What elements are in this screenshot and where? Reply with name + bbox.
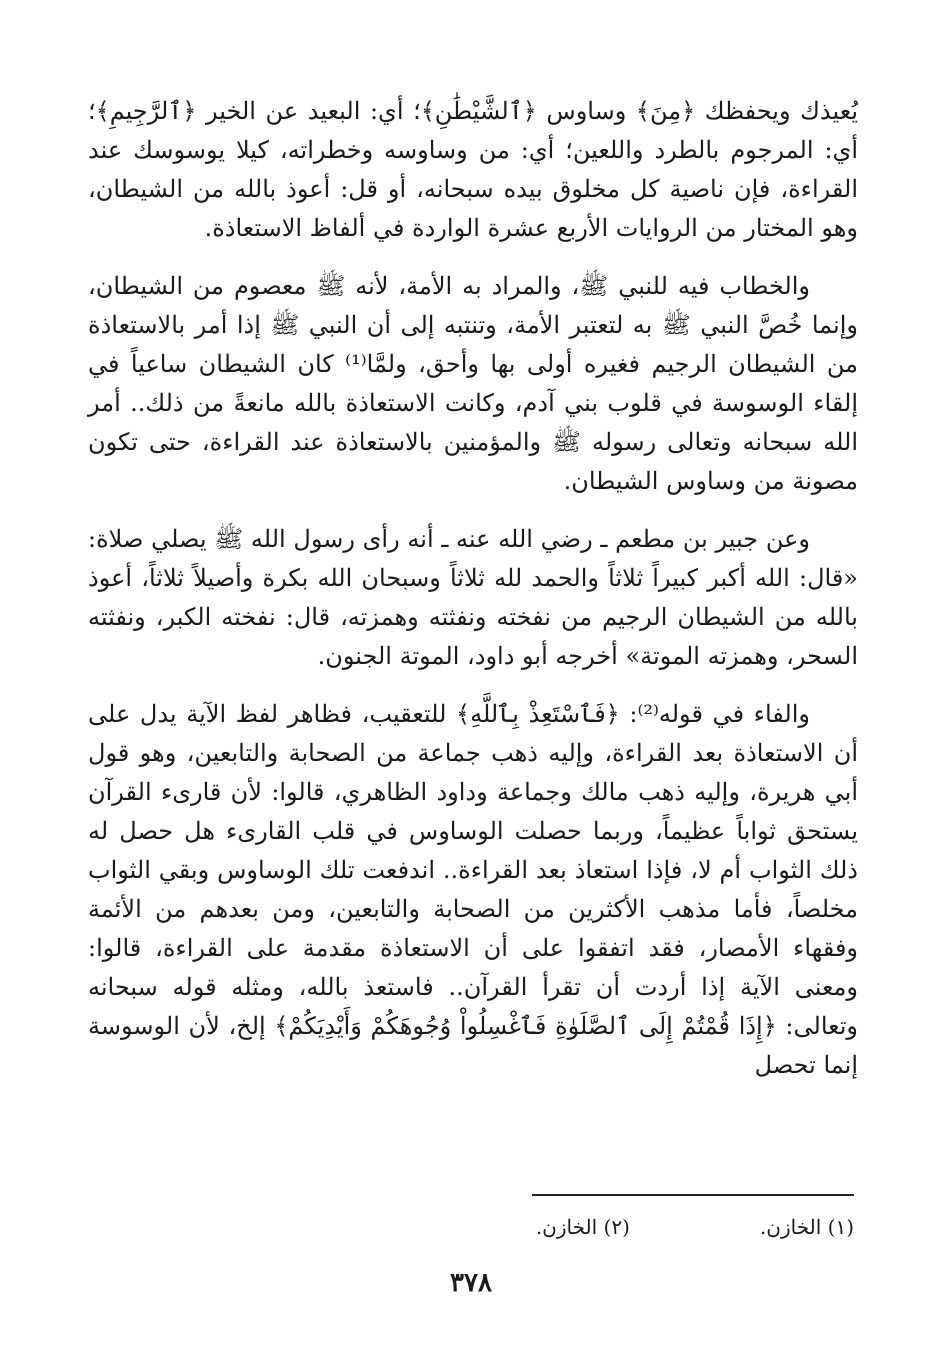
paragraph-4: والفاء في قوله⁽²⁾: ﴿فَٱسْتَعِذْ بِٱللَّهِ﴾ للتعقيب، فظاهر لفظ الآية يدل على أن الاستعاذة بعد القراءة، وإليه ذهب جماعة من الصحابة والتابعين، وهو قول أبي هريرة، وإليه ذهب مالك وجماعة وداود الظاهري، قالوا: لأن قارىء القرآن يستحق ثواباً عظيماً، وربما حصلت الوساوس في قلب القارىء هل حصل له ذلك الثواب أم لا، فإذا استعاذ بعد القراءة.. اندفعت تلك الوساوس وبقي الثواب مخلصاً، فأما مذهب الأكثرين من الصحابة والتابعين، ومن بعدهم من الأئمة وفقهاء الأمصار، فقد اتفقوا على أن الاستعاذة مقدمة على القراءة، قالوا: ومعنى الآية إذا أردت أن تقرأ القرآن.. فاستعذ بالله، ومثله قوله سبحانه وتعالى: ﴿إِذَا قُمْتُمْ إِلَى ٱلصَّلَوٰةِ فَٱغْسِلُواْ وُجُوهَكُمْ وَأَيْدِيَكُمْ﴾ إلخ، لأن الوسوسة إنما تحصل bbox=[88, 700, 858, 1079]
paragraph-2: والخطاب فيه للنبي ﷺ، والمراد به الأمة، لأنه ﷺ معصوم من الشيطان، وإنما خُصَّ النبي ﷺ به لتعتبر الأمة، وتنتبه إلى أن النبي ﷺ إذا أمر بالاستعاذة من الشيطان الرجيم فغيره أولى بها وأحق، ولمَّا⁽¹⁾ كان الشيطان ساعياً في إلقاء الوسوسة في قلوب بني آدم، وكانت الاستعاذة بالله مانعةً من ذلك.. أمر الله سبحانه وتعالى رسوله ﷺ والمؤمنين بالاستعاذة عند القراءة، حتى تكون مصونة من وساوس الشيطان. bbox=[88, 272, 859, 495]
paragraph-3: وعن جبير بن مطعم ـ رضي الله عنه ـ أنه رأى رسول الله ﷺ يصلي صلاة: «قال: الله أكبر كبيراً ثلاثاً والحمد لله ثلاثاً وسبحان الله بكرة وأصيلاً ثلاثاً، أعوذ بالله من الشيطان الرجيم من نفخته ونفثته وهمزته، قال: نفخته الكبر، ونفثته السحر، وهمزته الموتة» أخرجه أبو داود، الموتة الجنون. bbox=[88, 525, 858, 670]
paragraph-1: يُعيذك ويحفظك ﴿مِنَ﴾ وساوس ﴿ٱلشَّيْطَٰنِ﴾؛ أي: البعيد عن الخير ﴿ٱلرَّجِيمِ﴾؛ أي: المرجوم بالطرد واللعين؛ أي: من وساوسه وخطراته، كيلا يوسوسك عند القراءة، فإن ناصية كل مخلوق بيده سبحانه، أو قل: أعوذ بالله من الشيطان، وهو المختار من الروايات الأربع عشرة الواردة في ألفاظ الاستعاذة. bbox=[88, 97, 859, 242]
footnote-1: (١) الخازن. bbox=[759, 1215, 854, 1239]
footnote-divider bbox=[532, 1194, 854, 1196]
footnote-2: (٢) الخازن. bbox=[535, 1215, 630, 1239]
page-number: ٣٧٨ bbox=[450, 1268, 492, 1298]
main-text bbox=[88, 92, 858, 1104]
footnotes bbox=[88, 1212, 854, 1242]
